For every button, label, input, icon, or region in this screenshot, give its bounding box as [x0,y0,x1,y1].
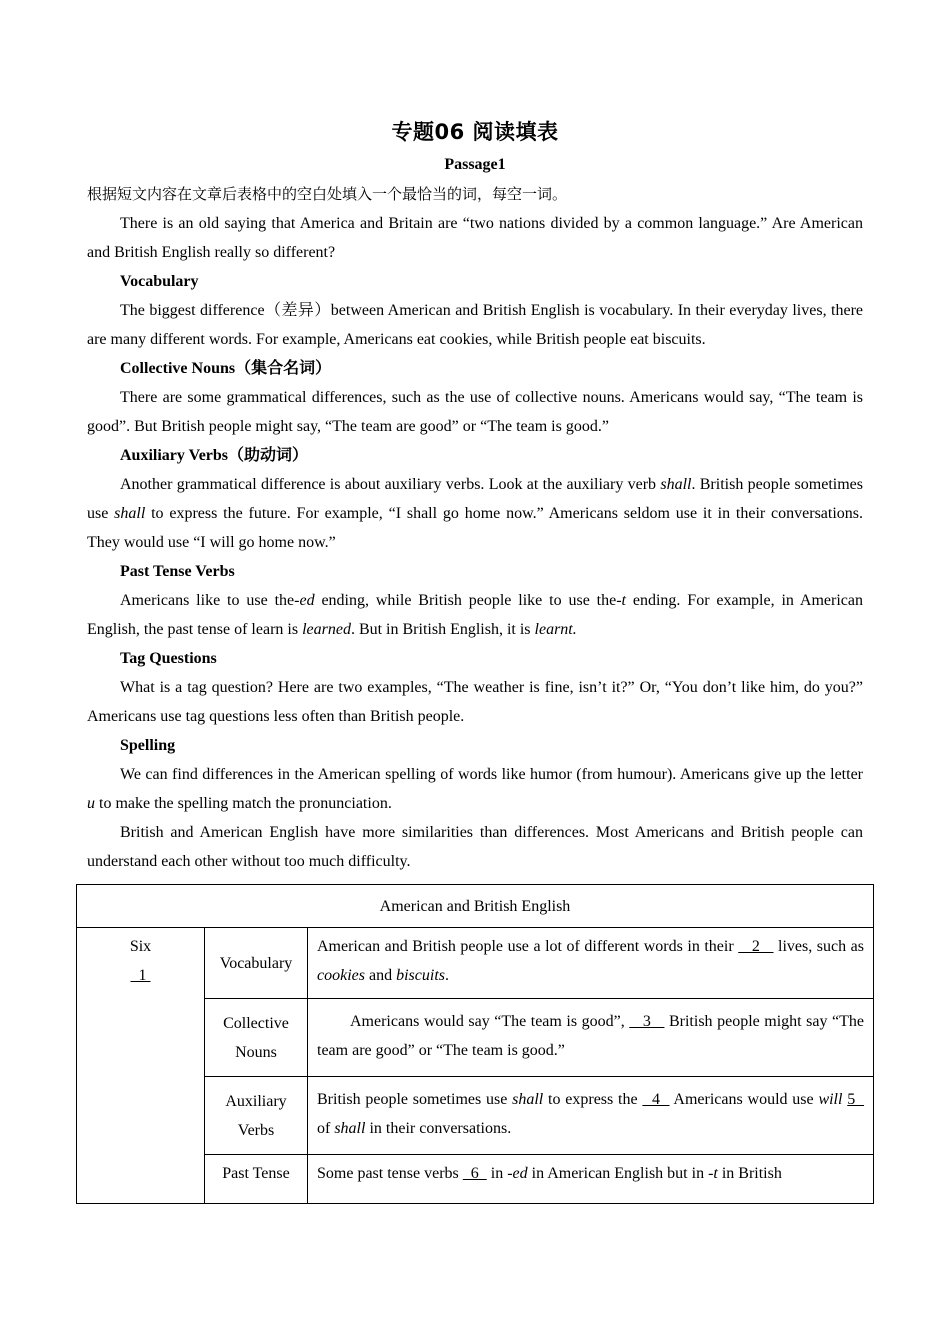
blank-4[interactable]: 4 [642,1091,670,1108]
six-label: Six [129,938,152,955]
heading-vocabulary: Vocabulary [120,273,199,290]
instruction: 根据短文内容在文章后表格中的空白处填入一个最恰当的词，每空一词。 [87,185,568,203]
category-collective-nouns: Collective Nouns [205,999,308,1077]
document-title: 专题06 阅读填表 [391,120,559,144]
desc-auxiliary-verbs: British people sometimes use shall to express the 4 Americans would use will 5 of shall in their conversations. [308,1077,874,1155]
passage-body [87,180,863,876]
heading-collective-nouns: Collective Nouns（集合名词） [120,360,332,377]
blank-5[interactable]: 5 [847,1091,865,1108]
paragraph-auxiliary-verbs: Another grammatical difference is about auxiliary verbs. Look at the auxiliary verb shall. British people sometimes use shall to express the future. For example, “I shall go home now.” Americans seldom use it in their conversations. They would use “I will go home now.” [87,476,864,551]
table-six-cell [77,928,205,1204]
heading-tag-questions: Tag Questions [120,650,217,667]
paragraph-collective-nouns: There are some grammatical differences, such as the use of collective nouns. Americans would say, “The team is good”. But British people might say, “The team are good” or “The team is good.” [87,389,863,435]
blank-6[interactable]: 6 [462,1165,487,1182]
passage-label: Passage1 [444,156,506,173]
paragraph-intro: There is an old saying that America and Britain are “two nations divided by a common language.” Are American and British English really so different? [87,215,863,261]
desc-vocabulary: American and British people use a lot of different words in their 2 lives, such as cookies and biscuits. [308,928,874,999]
desc-collective-nouns: Americans would say “The team is good”, 3 British people might say “The team are good” or “The team is good.” [308,999,874,1077]
paragraph-closing: British and American English have more similarities than differences. Most Americans and British people can understand each other without too much difficulty. [87,824,863,870]
heading-spelling: Spelling [120,737,176,754]
heading-past-tense: Past Tense Verbs [120,563,235,580]
category-vocabulary: Vocabulary [205,928,308,999]
category-past-tense: Past Tense [205,1155,308,1204]
heading-auxiliary-verbs: Auxiliary Verbs（助动词） [120,447,309,464]
blank-2[interactable]: 2 [738,938,774,955]
desc-past-tense: Some past tense verbs 6 in -ed in American English but in -t in British [308,1155,874,1204]
category-auxiliary-verbs: Auxiliary Verbs [205,1077,308,1155]
blank-3[interactable]: 3 [629,1013,665,1030]
paragraph-past-tense: Americans like to use the-ed ending, while British people like to use the-t ending. For example, in American English, the past tense of learn is learned. But in British English, it is learnt. [87,592,863,638]
paragraph-vocabulary: The biggest difference（差异）between American and British English is vocabulary. In their everyday lives, there are many different words. For example, Americans eat cookies, while British people eat biscuits. [87,302,863,348]
table-caption: American and British English [77,885,874,928]
blank-1[interactable]: 1 [130,967,151,984]
paragraph-spelling: We can find differences in the American spelling of words like humor (from humour). Americans give up the letter u to make the spelling match the pronunciation. [87,766,863,812]
paragraph-tag-questions: What is a tag question? Here are two examples, “The weather is fine, isn’t it?” Or, “You don’t like him, do you?” Americans use tag questions less often than British people. [87,679,863,725]
summary-table [76,884,874,1204]
